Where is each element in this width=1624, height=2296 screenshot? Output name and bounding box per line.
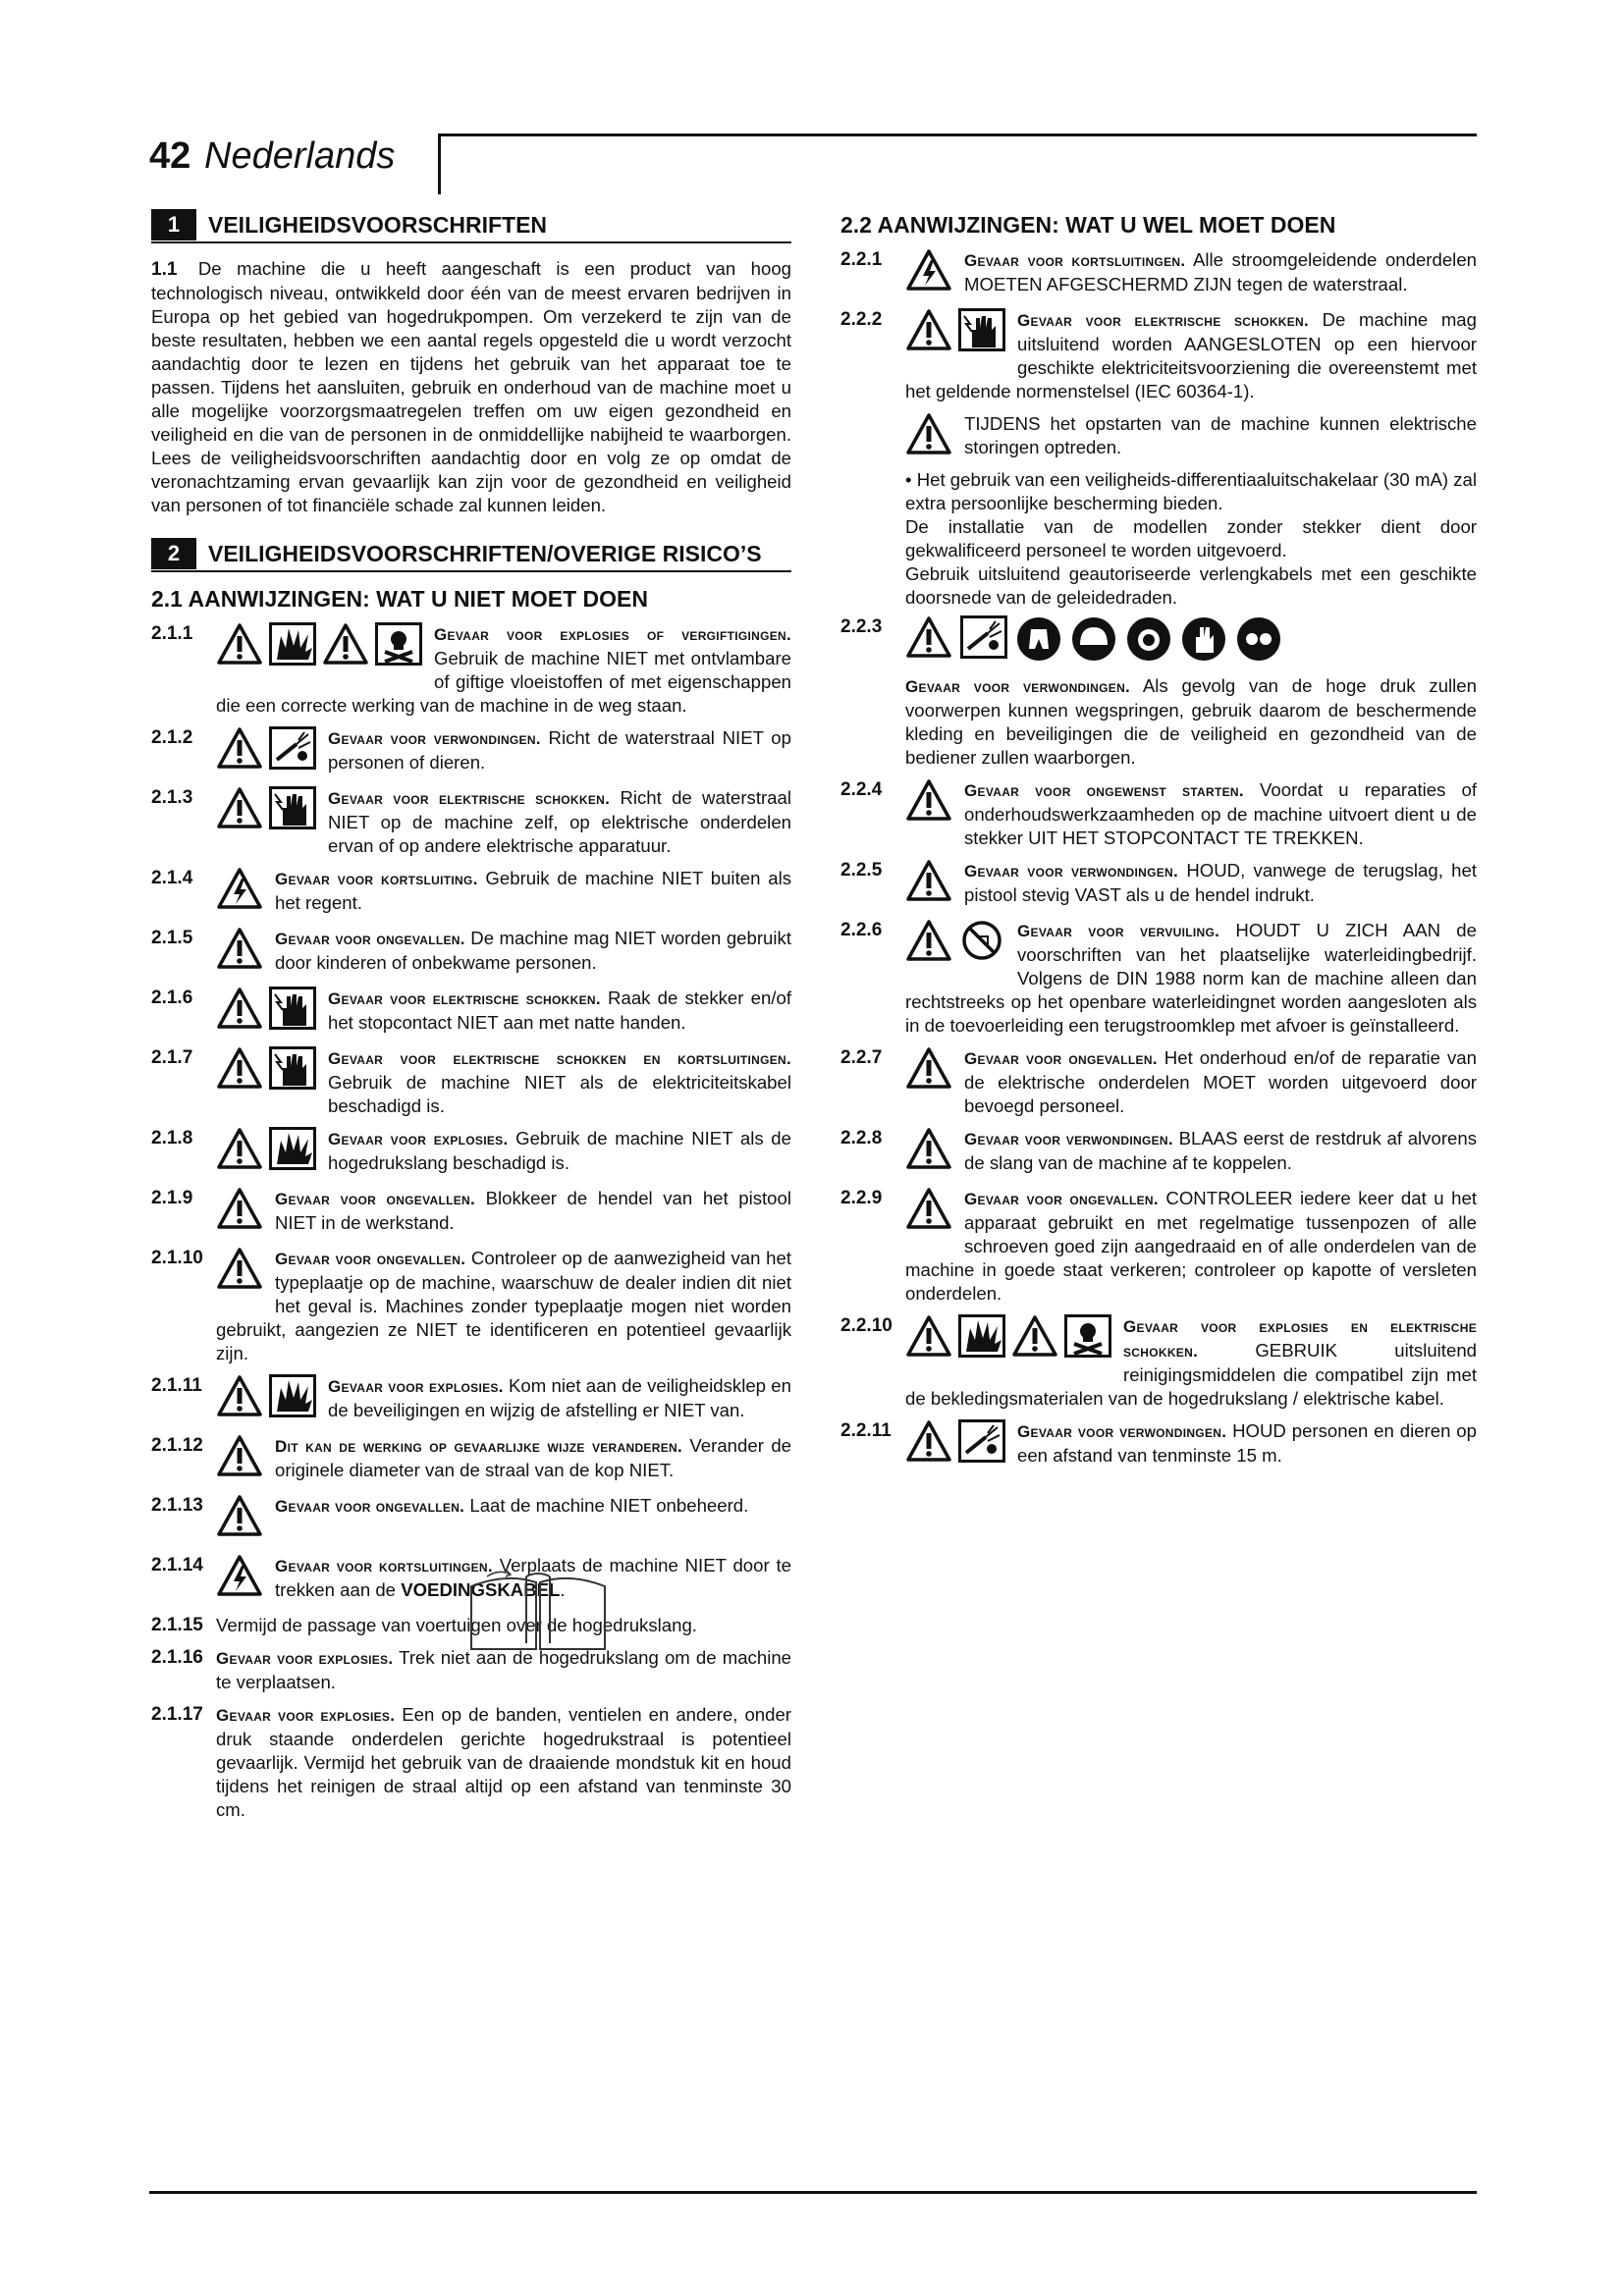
list-item [840,1127,1477,1178]
warning-icon [905,308,952,357]
toxic-icon [375,622,422,671]
item-text: Controleer op de aanwezigheid van het typeplaatje op de machine, waarschuw de dealer indien dit niet het geval is. Machines zonder typeplaatje mogen niet worden gebruikt, aangezien ze NIET te identificeren en potentieel gevaarlijk zijn. [216,1248,791,1363]
note-paragraph: Gebruik uitsluitend geautoriseerde verlengkabels met een geschikte doorsnede van de geleidedraden. [905,563,1477,608]
hazard-lead: Gevaar voor explosies. [328,1130,509,1148]
list-item [151,1494,791,1545]
warning-icon [905,1046,952,1095]
hazard-icons [905,308,1005,357]
electric-hand-icon [958,308,1005,357]
hazard-lead: Gevaar voor ongevallen. [275,1190,476,1208]
subsection-2-2-title: 2.2 AANWIJZINGEN: WAT U WEL MOET DOEN [840,212,1336,238]
item-number: 2.1.1 [151,623,193,644]
hazard-lead: Gevaar voor kortsluitingen. [275,1557,493,1575]
hazard-lead: Gevaar voor ongevallen. [964,1190,1159,1208]
hazard-icons [905,1046,952,1095]
item-number: 1.1 [151,259,178,280]
water-jet-injury-icon [960,615,1007,668]
list-item [151,726,791,777]
page-language: Nederlands [204,135,396,177]
hazard-icons [216,927,263,976]
list-item [151,1247,791,1365]
item-number: 2.1.6 [151,988,193,1008]
item-number: 2.2.4 [840,779,883,800]
item-number: 2.1.13 [151,1495,203,1516]
item-number: 2.2.8 [840,1128,883,1148]
ear-protection-icon [1125,615,1172,668]
section-title-text: VEILIGHEIDSVOORSCHRIFTEN/OVERIGE RISICO’S [208,540,762,566]
hazard-icons [905,919,1005,968]
section-title-text: VEILIGHEIDSVOORSCHRIFTEN [208,211,548,238]
electric-hand-icon [269,987,316,1036]
item-text: Richt de waterstraal NIET op de machine zelf, op elektrische onderdelen ervan of op andere elektrische apparatuur. [328,787,791,856]
hazard-icons [905,1187,952,1236]
hazard-lead: Gevaar voor verwondingen. [328,729,541,748]
item-list-2-2-continued [840,778,1477,1470]
list-item [840,1419,1477,1470]
hazard-icons [905,1127,952,1176]
warning-icon [216,1046,263,1095]
hazard-icons [216,987,316,1036]
hazard-lead: Gevaar voor explosies. [328,1377,504,1396]
item-text-emphasis: VOEDINGSKABEL [401,1579,561,1600]
list-item [151,987,791,1038]
warning-icon [216,927,263,976]
hazard-icons [216,786,316,835]
warning-icon [322,622,369,671]
item-text: Gebruik de machine NIET met ontvlambare of giftige vloeistoffen of met eigenschappen die een correcte werking van de machine in de weg staan. [216,648,791,716]
hazard-lead: Gevaar voor ongevallen. [275,930,465,948]
subsection-2-1-title: 2.1 AANWIJZINGEN: WAT U NIET MOET DOEN [151,586,649,612]
protective-clothing-icon [1015,615,1062,668]
hazard-lead: Gevaar voor explosies. [216,1706,396,1725]
section-2-title [151,537,791,572]
item-number: 2.1.8 [151,1128,193,1148]
item-number: 2.2.2 [840,309,883,330]
list-item [151,622,791,718]
explosion-icon [269,1374,316,1423]
hazard-icons [905,615,1477,668]
hazard-lead: Gevaar voor elektrische schokken. [1017,311,1310,330]
section-number-badge: 1 [151,209,196,240]
helmet-icon [1070,615,1117,668]
item-text: Raak de stekker en/of het stopcontact NIET aan met natte handen. [328,988,791,1033]
list-item [840,1314,1477,1411]
item-text: Kom niet aan de veiligheidsklep en de beveiligingen en wijzig de afstelling er NIET van. [328,1375,791,1420]
hazard-lead: Gevaar voor ongewenst starten. [964,781,1244,800]
warning-icon [216,1247,263,1296]
page-number: 42 [149,135,191,177]
hazard-lead: Gevaar voor vervuiling. [1017,922,1220,940]
item-number: 2.2.1 [840,249,883,270]
warning-icon [905,778,952,828]
item-text: Verplaats de machine NIET door te trekken aan de [275,1555,791,1600]
item-number: 2.1.4 [151,868,193,888]
item-text: Blokkeer de hendel van het pistool NIET in de werkstand. [275,1188,791,1233]
hazard-icons [216,1494,263,1543]
note-text: TIJDENS het opstarten van de machine kunnen elektrische storingen optreden. [964,413,1477,457]
item-text: HOUD, vanwege de terugslag, het pistool stevig VAST als u de hendel indrukt. [964,860,1477,905]
list-item [151,867,791,918]
item-2-2-3 [840,615,1477,770]
item-text: Een op de banden, ventielen en andere, onder druk staande onderdelen gerichte hogedrukstraal is potentieel gevaarlijk. Vermijd het gebruik van de draaiende mondstuk kit en houd tijdens het reinigen de straal altijd op een afstand van tenminste 30 cm. [216,1704,792,1820]
explosion-icon [958,1314,1005,1363]
warning-icon [905,1314,952,1363]
section-number-badge: 2 [151,538,196,569]
item-number: 2.1.17 [151,1704,203,1725]
list-item [840,919,1477,1038]
warning-icon [216,1374,263,1423]
item-text: De machine mag uitsluitend worden AANGESLOTEN op een hiervoor geschikte elektriciteitsvoorziening die overeenstemt met het geldende normenstelsel (IEC 60364-1). [905,309,1477,401]
electric-warning-icon [905,248,952,297]
list-item [151,1046,791,1118]
hazard-lead: Gevaar voor ongevallen. [964,1049,1158,1068]
item-number: 2.1.3 [151,787,193,808]
hazard-icons [905,1314,1111,1363]
item-text: BLAAS eerst de restdruk af alvorens de slang van de machine af te koppelen. [964,1128,1477,1173]
hazard-icons [905,778,952,828]
explosion-icon [269,1127,316,1176]
list-item [840,412,1477,459]
item-text: Trek niet aan de hogedrukslang om de machine te verplaatsen. [216,1647,792,1692]
no-backflow-icon [958,919,1005,968]
item-text: CONTROLEER iedere keer dat u het apparaat gebruikt en met regelmatige tussenpozen of alle schroeven goed zijn aangedraaid en of alle onderdelen van de machine in goede staat verkeren; controleer op kapotte of versleten onderdelen. [905,1188,1477,1304]
hazard-lead: Gevaar voor elektrische schokken en kortsluitingen. [328,1049,791,1068]
open-book-icon [467,1567,609,1655]
item-text: . [560,1579,566,1600]
item-number: 2.2.11 [840,1420,892,1441]
hazard-lead: Gevaar voor verwondingen. [1017,1422,1227,1441]
item-number: 2.1.11 [151,1375,202,1396]
hazard-icons [216,1046,316,1095]
warning-icon [216,1434,263,1483]
bullet-text: • Het gebruik van een veiligheids-differentiaaluitschakelaar (30 mA) zal extra persoonlijke bescherming bieden. [905,469,1477,513]
item-text: Vermijd de passage van voertuigen over de hogedrukslang. [216,1615,697,1635]
item-text: De machine mag NIET worden gebruikt door kinderen of onbekwame personen. [275,928,791,973]
warning-icon [216,622,263,671]
item-number: 2.1.2 [151,727,193,748]
electric-warning-icon [216,867,263,916]
explosion-icon [269,622,316,671]
hazard-icons [216,1374,316,1423]
goggles-icon [1235,615,1282,668]
warning-icon [216,1127,263,1176]
list-item [840,1187,1477,1306]
section-1-title [151,208,791,243]
item-number: 2.1.7 [151,1047,193,1068]
item-text: HOUD personen en dieren op een afstand van tenminste 15 m. [1017,1420,1477,1466]
warning-icon [216,987,263,1036]
warning-icon [216,786,263,835]
header-rule-vertical [438,133,441,194]
hazard-icons [905,1419,1005,1468]
item-number: 2.1.9 [151,1188,193,1208]
hazard-icons [905,859,952,908]
water-jet-injury-icon [269,726,316,775]
electric-hand-icon [269,1046,316,1095]
electric-warning-icon [216,1554,263,1603]
item-number: 2.2.10 [840,1315,893,1336]
item-text: Alle stroomgeleidende onderdelen MOETEN AFGESCHERMD ZIJN tegen de waterstraal. [964,249,1477,294]
warning-icon [905,859,952,908]
list-item [840,859,1477,910]
warning-icon [905,1127,952,1176]
item-number: 2.1.16 [151,1647,203,1668]
page-header [149,128,1477,187]
item-text: Gebruik de machine NIET buiten als het regent. [275,868,791,913]
warning-icon [216,726,263,775]
item-text: De machine die u heeft aangeschaft is een product van hoog technologisch niveau, ontwikkeld door één van de meest ervaren bedrijven in Europa op het gebied van hogedrukpompen. Om verzekerd te zijn van de beste resultaten, hebben we een aantal regels opgesteld die u wordt verzocht aandachtig door te lezen en tijdens het gebruik van het apparaat toe te passen. Tijdens het aansluiten, gebruik en onderhoud van de machine moet u alle mogelijke voorzorgsmaatregelen treffen om uw eigen gezondheid en veiligheid en die van de personen in de onmiddellijke nabijheid te waarborgen. Lees de veiligheidsvoorschriften aandachtig door en volg ze op omdat de veronachtzaming ervan gevaarlijk kan zijn voor de gezondheid en veiligheid van personen of tot financiële schade zal kunnen leiden. [151,258,792,515]
right-column [840,208,1477,1479]
warning-icon [216,1494,263,1543]
footer-rule [149,2191,1477,2194]
item-text: Gebruik de machine NIET als de elektriciteitskabel beschadigd is. [328,1072,791,1116]
hazard-lead: Gevaar voor ongevallen. [275,1250,466,1268]
warning-icon [905,615,952,668]
item-number: 2.2.6 [840,920,883,940]
list-item [151,1374,791,1425]
item-number: 2.2.9 [840,1188,883,1208]
hazard-lead: Gevaar voor explosies of vergiftigingen. [434,625,791,644]
warning-icon [905,1419,952,1468]
hazard-icons [216,622,422,671]
item-text: Het onderhoud en/of de reparatie van de elektrische onderdelen MOET worden uitgevoerd door bevoegd personeel. [964,1047,1477,1116]
item-text: Als gevolg van de hoge druk zullen voorwerpen kunnen wegspringen, gebruik daarom de beschermende kleding en beveiligingen die de veiligheid en gezondheid van de bediener zullen waarborgen. [905,675,1477,768]
list-item [151,786,791,858]
hazard-lead: Gevaar voor verwondingen. [964,862,1179,881]
hazard-icons [216,867,263,916]
header-rule-horizontal [438,133,1477,136]
list-item [840,308,1477,403]
hazard-lead: Gevaar voor explosies en elektrische schokken. [1123,1317,1477,1361]
hazard-lead: Gevaar voor ongevallen. [275,1497,465,1516]
list-item [151,1434,791,1485]
hazard-icons [216,1127,316,1176]
item-number: 2.1.5 [151,928,193,948]
water-jet-injury-icon [958,1419,1005,1468]
item-number: 2.1.15 [151,1615,203,1635]
warning-icon [905,412,952,455]
intro-paragraph [151,257,791,517]
hazard-lead: Gevaar voor explosies. [216,1649,394,1668]
hazard-lead: Gevaar voor elektrische schokken. [328,789,611,808]
hazard-icons [216,1187,263,1236]
hazard-lead: Gevaar voor verwondingen. [964,1130,1173,1148]
gloves-icon [1180,615,1227,668]
list-item [840,248,1477,299]
note-paragraph: De installatie van de modellen zonder stekker dient door gekwalificeerd personeel te worden uitgevoerd. [905,516,1477,561]
list-item [151,1703,791,1822]
hazard-lead: Gevaar voor verwondingen. [905,677,1131,696]
hazard-lead: Dit kan de werking op gevaarlijke wijze veranderen. [275,1437,682,1456]
item-number: 2.1.10 [151,1248,203,1268]
item-text: Verander de originele diameter van de straal van de kop NIET. [275,1435,791,1480]
list-item [151,1127,791,1178]
electric-hand-icon [269,786,316,835]
warning-icon [905,1187,952,1236]
item-text: Richt de waterstraal NIET op personen of dieren. [328,727,791,773]
hazard-lead: Gevaar voor kortsluitingen. [964,251,1186,270]
hazard-icons [216,1434,263,1483]
toxic-icon [1064,1314,1111,1363]
list-item [151,1187,791,1238]
hazard-lead: Gevaar voor kortsluiting. [275,870,478,888]
item-text: HOUDT U ZICH AAN de voorschriften van het plaatselijke waterleidingbedrijf. Volgens de DIN 1988 norm kan de machine alleen dan rechtstreeks op het openbare waterleidingnet worden aangesloten als in de toevoerleiding een terugstroomklep met afvoer is geïnstalleerd. [905,920,1477,1036]
item-text: Voordat u reparaties of onderhoudswerkzaamheden op de machine uitvoert dient u de stekker UIT HET STOPCONTACT TE TREKKEN. [964,779,1478,848]
item-number: 2.2.3 [840,616,883,637]
item-list-2-2 [840,248,1477,403]
hazard-icons [216,1247,263,1296]
hazard-icons [216,1554,263,1603]
item-number: 2.1.14 [151,1555,203,1575]
item-number: 2.2.5 [840,860,883,881]
list-item [840,615,1477,770]
item-number: 2.1.12 [151,1435,203,1456]
warning-icon [905,919,952,968]
list-item [151,927,791,978]
hazard-icons [905,248,952,297]
warning-icon [216,1187,263,1236]
item-text: GEBRUIK uitsluitend reinigingsmiddelen die compatibel zijn met de bekledingsmaterialen van de hogedrukslang / elektrische kabel. [905,1340,1477,1409]
list-item [840,778,1477,850]
hazard-lead: Gevaar voor elektrische schokken. [328,989,601,1008]
warning-icon [1011,1314,1058,1363]
hazard-icons [216,726,316,775]
item-text: Gebruik de machine NIET als de hogedrukslang beschadigd is. [328,1128,791,1173]
list-item [840,1046,1477,1118]
item-number: 2.2.7 [840,1047,883,1068]
item-text: Laat de machine NIET onbeheerd. [464,1495,749,1516]
